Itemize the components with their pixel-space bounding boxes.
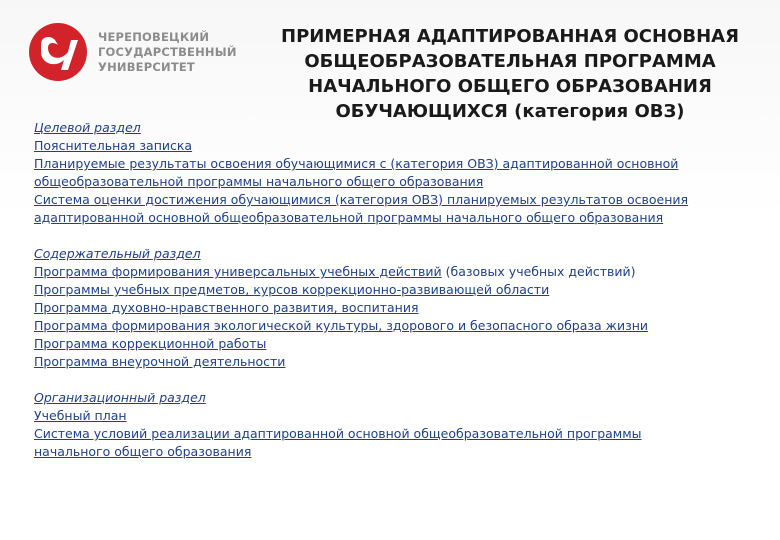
title-line: ОБУЧАЮЩИХСЯ (категория ОВЗ) (335, 101, 685, 122)
title-line: ОБЩЕОБРАЗОВАТЕЛЬНАЯ ПРОГРАММА (304, 51, 716, 72)
title-line: ПРИМЕРНАЯ АДАПТИРОВАННАЯ ОСНОВНАЯ (281, 26, 739, 47)
outline-note: (базовых учебных действий) (441, 264, 636, 279)
document-outline (34, 119, 770, 461)
page-title (258, 24, 762, 124)
university-logo (28, 22, 260, 86)
outline-link[interactable]: Программа коррекционной работы (34, 336, 267, 351)
outline-link[interactable]: начального общего образования (34, 444, 252, 459)
outline-link[interactable]: Планируемые результаты освоения обучающимися с (категория ОВЗ) адаптированной основной (34, 156, 679, 171)
logo-line: УНИВЕРСИТЕТ (98, 60, 195, 74)
section-spacer (34, 227, 770, 245)
outline-link[interactable]: Учебный план (34, 408, 127, 423)
title-line: НАЧАЛЬНОГО ОБЩЕГО ОБРАЗОВАНИЯ (308, 76, 712, 97)
outline-link[interactable]: общеобразовательной программы начального общего образования (34, 174, 484, 189)
section-heading-org[interactable]: Организационный раздел (34, 390, 206, 405)
section-spacer (34, 371, 770, 389)
logo-line: ЧЕРЕПОВЕЦКИЙ (98, 30, 210, 44)
outline-link[interactable]: Система условий реализации адаптированной основной общеобразовательной программы (34, 426, 642, 441)
outline-link[interactable]: Программа внеурочной деятельности (34, 354, 286, 369)
logo-line: ГОСУДАРСТВЕННЫЙ (98, 45, 237, 59)
outline-link[interactable]: Программы учебных предметов, курсов коррекционно-развивающей области (34, 282, 550, 297)
outline-link[interactable]: Программа духовно-нравственного развития, воспитания (34, 300, 419, 315)
logo-emblem-icon (28, 22, 88, 82)
section-heading-target[interactable]: Целевой раздел (34, 120, 141, 135)
outline-link[interactable]: Пояснительная записка (34, 138, 193, 153)
outline-link[interactable]: Программа формирования универсальных учебных действий (34, 264, 442, 279)
outline-link[interactable]: Система оценки достижения обучающимися (категория ОВЗ) планируемых результатов освоения (34, 192, 689, 207)
logo-wordmark (98, 30, 268, 75)
outline-link[interactable]: адаптированной основной общеобразовательной программы начального общего образования (34, 210, 664, 225)
outline-link[interactable]: Программа формирования экологической культуры, здорового и безопасного образа жизни (34, 318, 649, 333)
section-heading-content[interactable]: Содержательный раздел (34, 246, 201, 261)
